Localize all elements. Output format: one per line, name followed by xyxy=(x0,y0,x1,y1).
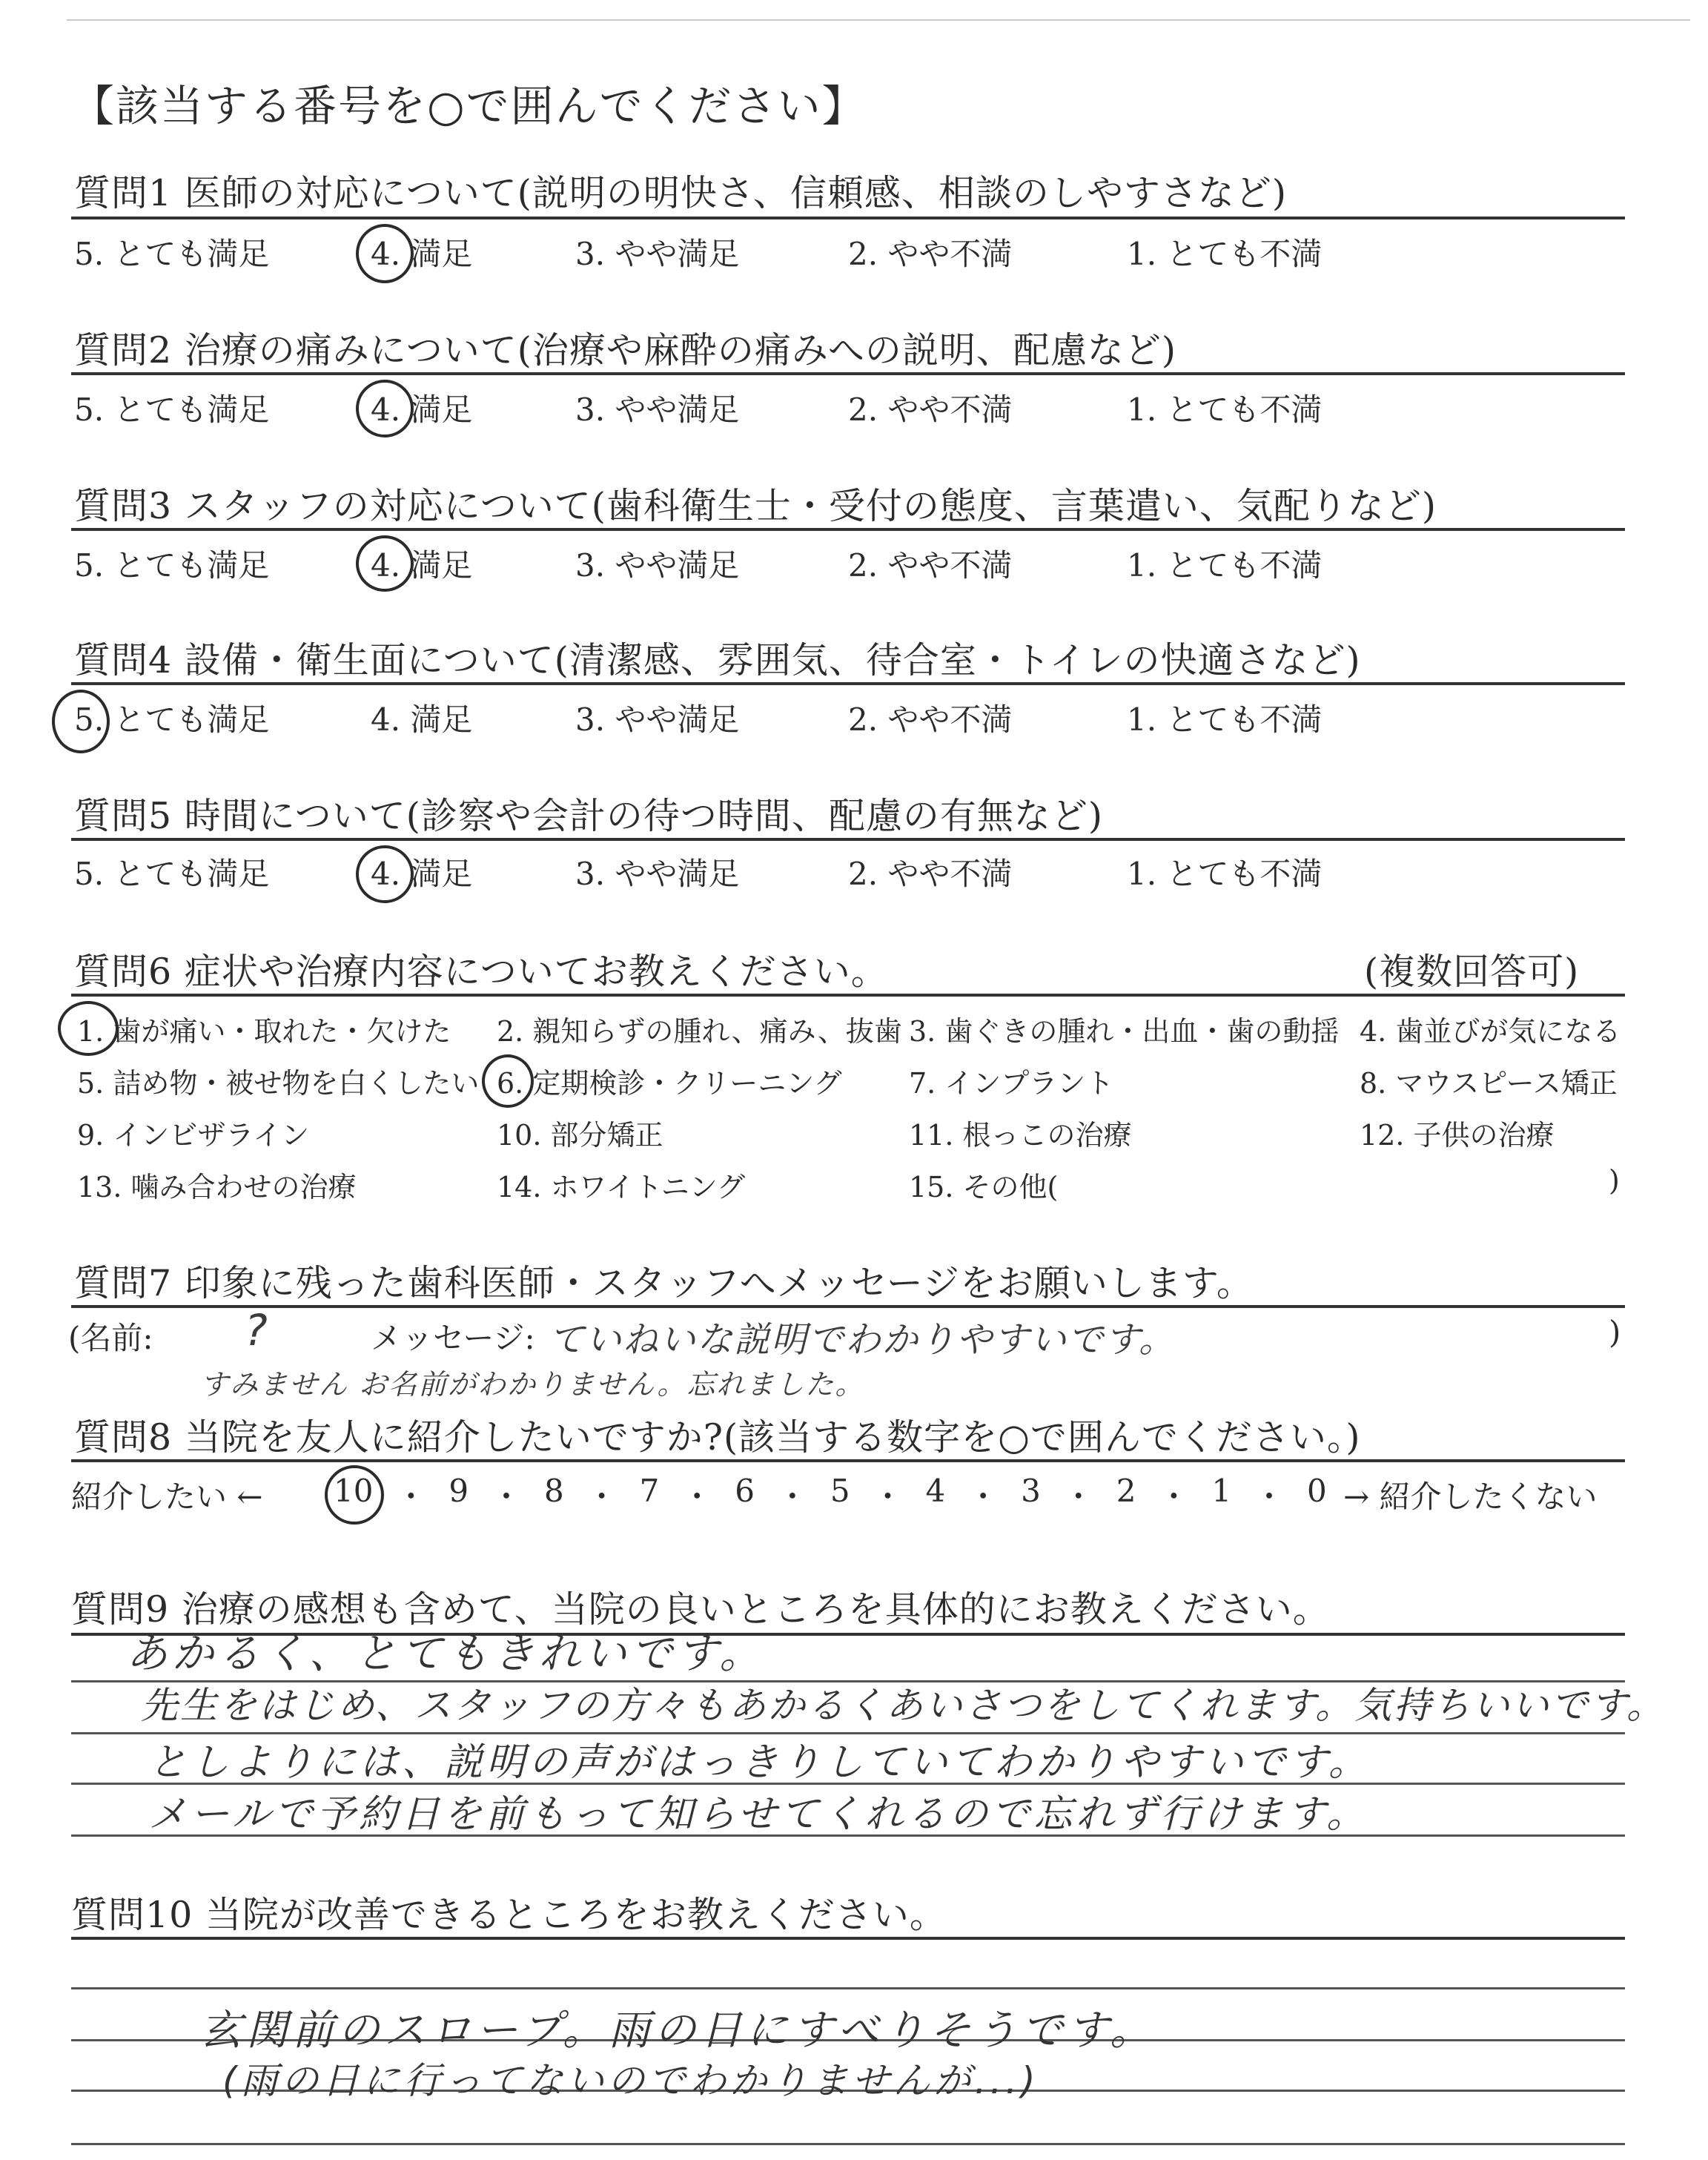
q8-scale-3[interactable]: 3 xyxy=(1021,1473,1041,1509)
q7-handwritten-note: すみません お名前がわかりません。忘れました。 xyxy=(200,1368,865,1401)
q9-answer-line-4[interactable]: メールで予約日を前もって知らせてくれるので忘れず行けます。 xyxy=(148,1792,1369,1837)
q2-option-4[interactable]: 4. 満足 xyxy=(371,392,473,428)
q6-rule xyxy=(71,994,1625,997)
q5-rule xyxy=(71,838,1625,841)
q3-option-1[interactable]: 1. とても不満 xyxy=(1127,547,1323,584)
q8-scale-separator: ・ xyxy=(1158,1479,1190,1515)
q6-option-9[interactable]: 9. インビザライン xyxy=(77,1119,310,1152)
q8-scale-separator: ・ xyxy=(1254,1479,1285,1515)
q8-scale-7[interactable]: 7 xyxy=(639,1473,660,1509)
q6-option-4[interactable]: 4. 歯並びが気になる xyxy=(1360,1015,1621,1048)
q6-option-11[interactable]: 11. 根っこの治療 xyxy=(909,1119,1132,1152)
q8-scale-separator: ・ xyxy=(395,1479,427,1515)
q3-selection-circle xyxy=(356,535,414,592)
q8-scale-0[interactable]: 0 xyxy=(1306,1473,1327,1509)
q8-scale-separator: ・ xyxy=(776,1479,808,1515)
q2-option-3[interactable]: 3. やや満足 xyxy=(575,392,740,428)
q7-name-label: (名前: xyxy=(68,1320,153,1356)
q8-scale-separator: ・ xyxy=(681,1479,713,1515)
q8-scale-5[interactable]: 5 xyxy=(830,1473,850,1509)
q6-option-14[interactable]: 14. ホワイトニング xyxy=(497,1171,746,1203)
q8-scale-separator: ・ xyxy=(967,1479,999,1515)
q6-option-6[interactable]: 6. 定期検診・クリーニング xyxy=(497,1067,842,1100)
q3-option-5[interactable]: 5. とても満足 xyxy=(74,547,270,584)
q3-rule xyxy=(71,528,1625,531)
q5-option-5[interactable]: 5. とても満足 xyxy=(74,856,270,892)
q6-option-8[interactable]: 8. マウスピース矯正 xyxy=(1360,1067,1618,1100)
q8-rule xyxy=(71,1459,1625,1462)
q6-option-7[interactable]: 7. インプラント xyxy=(909,1067,1114,1100)
q10-answer-line-2[interactable]: (雨の日に行ってないのでわかりませんが...) xyxy=(222,2059,1039,2102)
q5-option-4[interactable]: 4. 満足 xyxy=(371,856,473,892)
q8-scale-4[interactable]: 4 xyxy=(925,1473,946,1509)
q1-option-5[interactable]: 5. とても満足 xyxy=(74,236,270,272)
q2-rule xyxy=(71,372,1625,375)
q1-option-1[interactable]: 1. とても不満 xyxy=(1127,236,1323,272)
q5-title: 質問5 時間について(診察や会計の待つ時間、配慮の有無など) xyxy=(74,795,1104,837)
q8-scale-6[interactable]: 6 xyxy=(735,1473,755,1509)
q4-option-3[interactable]: 3. やや満足 xyxy=(575,701,740,738)
q4-option-5[interactable]: 5. とても満足 xyxy=(74,701,270,738)
q7-close-paren: ) xyxy=(1609,1314,1621,1350)
q7-name-value[interactable]: ? xyxy=(245,1305,272,1355)
q2-option-5[interactable]: 5. とても満足 xyxy=(74,392,270,428)
q4-title: 質問4 設備・衛生面について(清潔感、雰囲気、待合室・トイレの快適さなど) xyxy=(74,639,1361,681)
q9-answer-line-1[interactable]: あかるく、とてもきれいです。 xyxy=(126,1630,766,1678)
q8-scale-2[interactable]: 2 xyxy=(1116,1473,1136,1509)
q2-option-1[interactable]: 1. とても不満 xyxy=(1127,392,1323,428)
q8-scale-separator: ・ xyxy=(491,1479,523,1515)
q1-title: 質問1 医師の対応について(説明の明快さ、信頼感、相談のしやすさなど) xyxy=(74,172,1288,214)
q8-scale-9[interactable]: 9 xyxy=(448,1473,469,1509)
top-border xyxy=(67,19,1690,21)
q8-scale-separator: ・ xyxy=(872,1479,904,1515)
q9-answer-line-3[interactable]: としよりには、説明の声がはっきりしていてわかりやすいです。 xyxy=(148,1740,1371,1785)
q4-option-2[interactable]: 2. やや不満 xyxy=(848,701,1013,738)
q6-option-10[interactable]: 10. 部分矯正 xyxy=(497,1119,663,1152)
q6-multiple-note: (複数回答可) xyxy=(1364,951,1580,993)
q10-rule-1 xyxy=(71,1987,1625,1989)
q7-message-value[interactable]: ていねいな説明でわかりやすいです。 xyxy=(549,1319,1176,1361)
q8-scale-separator: ・ xyxy=(1062,1479,1094,1515)
q5-option-3[interactable]: 3. やや満足 xyxy=(575,856,740,892)
q6-option-3[interactable]: 3. 歯ぐきの腫れ・出血・歯の動揺 xyxy=(909,1015,1340,1048)
q8-title: 質問8 当院を友人に紹介したいですか?(該当する数字を○で囲んでください。) xyxy=(74,1416,1361,1459)
q6-selection-circle-6 xyxy=(482,1054,534,1108)
q3-option-3[interactable]: 3. やや満足 xyxy=(575,547,740,584)
q8-right-label: → 紹介したくない xyxy=(1343,1479,1598,1515)
q2-selection-circle xyxy=(356,380,414,437)
q1-selection-circle xyxy=(356,224,414,283)
q7-message-label: メッセージ: xyxy=(371,1320,535,1356)
q8-scale-separator: ・ xyxy=(586,1479,618,1515)
q3-title: 質問3 スタッフの対応について(歯科衛生士・受付の態度、言葉遣い、気配りなど) xyxy=(74,485,1437,527)
q6-title: 質問6 症状や治療内容についてお教えください。 xyxy=(74,951,888,993)
q10-answer-line-1[interactable]: 玄関前のスロープ。雨の日にすべりそうです。 xyxy=(200,2007,1156,2055)
q8-scale-1[interactable]: 1 xyxy=(1211,1473,1232,1509)
q1-option-3[interactable]: 3. やや満足 xyxy=(575,236,740,272)
q8-scale xyxy=(334,1473,1327,1517)
q7-title: 質問7 印象に残った歯科医師・スタッフへメッセージをお願いします。 xyxy=(74,1262,1254,1304)
q5-option-2[interactable]: 2. やや不満 xyxy=(848,856,1013,892)
q10-rule-0 xyxy=(71,1937,1625,1940)
q8-scale-10[interactable]: 10 xyxy=(334,1473,374,1509)
q7-rule xyxy=(71,1305,1625,1308)
q6-option-2[interactable]: 2. 親知らずの腫れ、痛み、抜歯 xyxy=(497,1015,902,1048)
q6-selection-circle-1 xyxy=(58,1001,119,1056)
q1-option-4[interactable]: 4. 満足 xyxy=(371,236,473,272)
q10-rule-4 xyxy=(71,2143,1625,2145)
q4-rule xyxy=(71,682,1625,685)
q6-option-5[interactable]: 5. 詰め物・被せ物を白くしたい xyxy=(77,1067,480,1100)
q4-selection-circle xyxy=(52,690,110,753)
page-header: 【該当する番号を○で囲んでください】 xyxy=(71,81,867,131)
q2-title: 質問2 治療の痛みについて(治療や麻酔の痛みへの説明、配慮など) xyxy=(74,329,1177,371)
q6-option-15-close: ) xyxy=(1609,1164,1620,1197)
q5-selection-circle xyxy=(356,845,414,903)
q6-option-15[interactable]: 15. その他( xyxy=(909,1171,1059,1203)
q3-option-2[interactable]: 2. やや不満 xyxy=(848,547,1013,584)
q8-selection-circle xyxy=(325,1465,384,1525)
q2-option-2[interactable]: 2. やや不満 xyxy=(848,392,1013,428)
q10-title: 質問10 当院が改善できるところをお教えください。 xyxy=(71,1894,947,1936)
q3-option-4[interactable]: 4. 満足 xyxy=(371,547,473,584)
q4-option-1[interactable]: 1. とても不満 xyxy=(1127,701,1323,738)
q4-option-4[interactable]: 4. 満足 xyxy=(371,701,473,738)
q8-scale-8[interactable]: 8 xyxy=(543,1473,564,1509)
q6-option-1[interactable]: 1. 歯が痛い・取れた・欠けた xyxy=(77,1015,451,1048)
q1-rule xyxy=(71,217,1625,219)
q9-answer-line-2[interactable]: 先生をはじめ、スタッフの方々もあかるくあいさつをしてくれます。気持ちいいです。 xyxy=(141,1684,1666,1727)
q9-title: 質問9 治療の感想も含めて、当院の良いところを具体的にお教えください。 xyxy=(71,1588,1330,1631)
q1-option-2[interactable]: 2. やや不満 xyxy=(848,236,1013,272)
q5-option-1[interactable]: 1. とても不満 xyxy=(1127,856,1323,892)
q6-option-13[interactable]: 13. 噛み合わせの治療 xyxy=(77,1171,357,1203)
q6-option-12[interactable]: 12. 子供の治療 xyxy=(1360,1119,1555,1152)
q8-left-label: 紹介したい ← xyxy=(71,1479,263,1515)
